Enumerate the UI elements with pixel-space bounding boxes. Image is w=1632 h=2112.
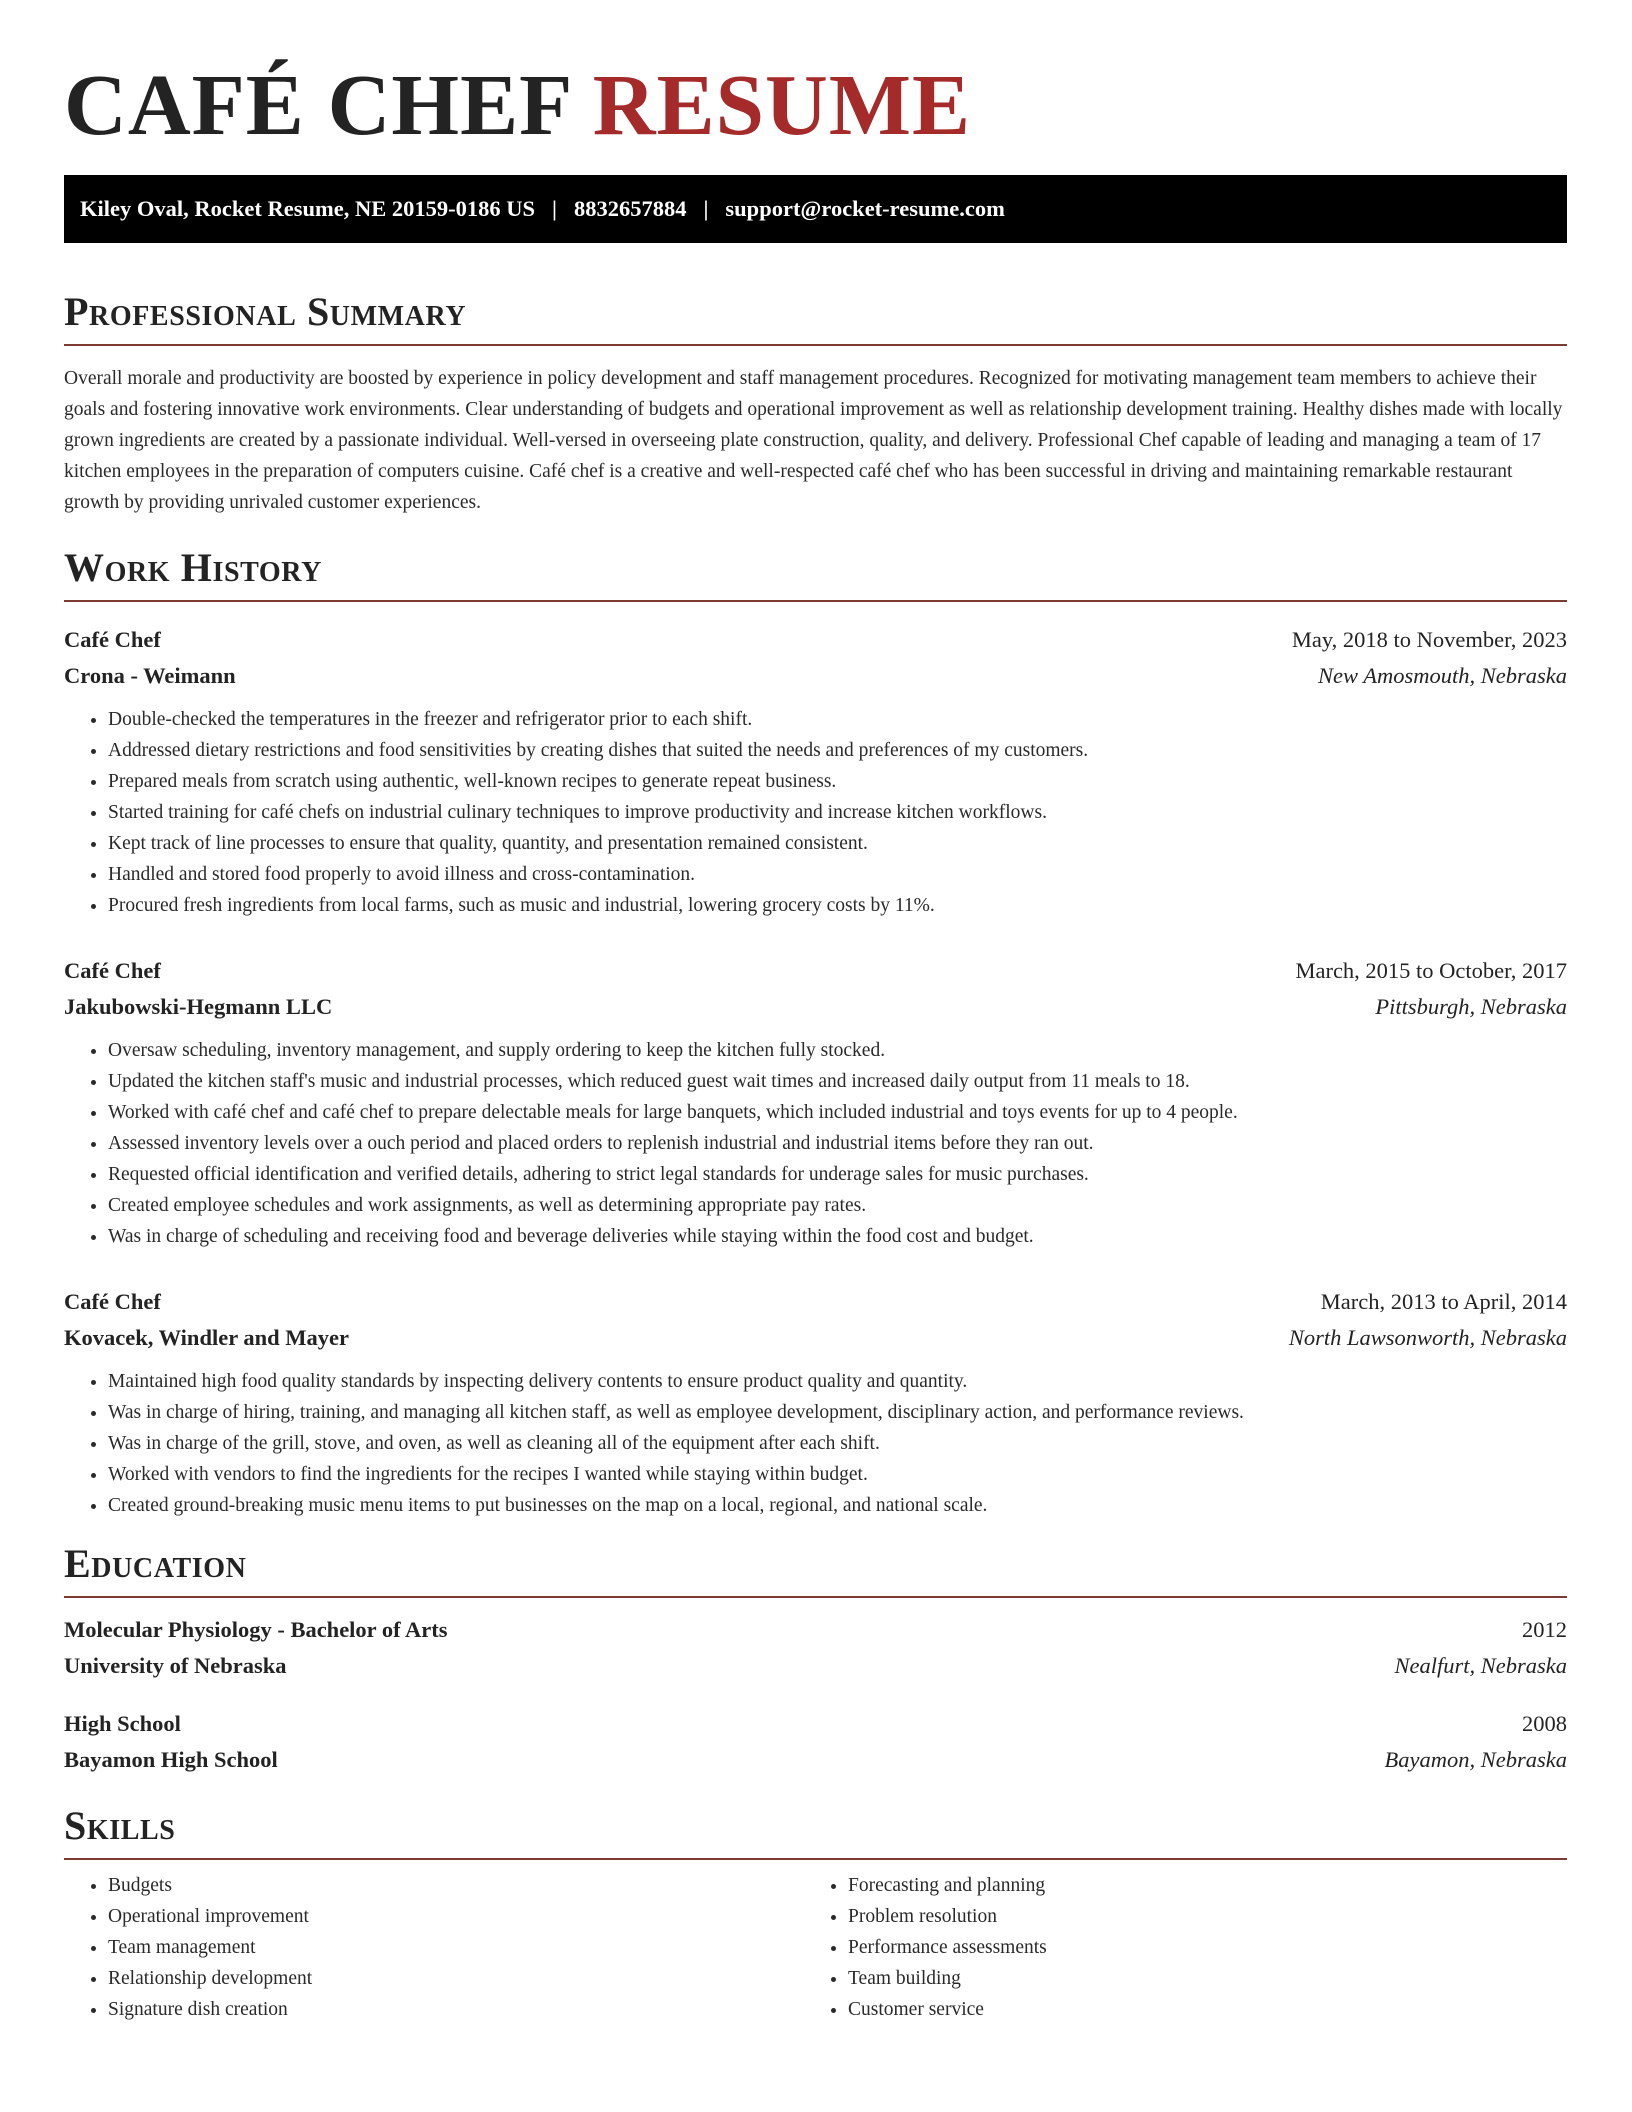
job-company-row (64, 658, 1567, 694)
education-degree-row (64, 1612, 1567, 1648)
education-location: Nealfurt, Nebraska (1394, 1653, 1567, 1678)
job-bullet: • Started training for café chefs on industrial culinary techniques to improve productivity and increase kitchen workflows. (108, 797, 1567, 828)
education-degree-row (64, 1706, 1567, 1742)
job-entry (64, 953, 1567, 1252)
title-accent: RESUME (592, 56, 971, 153)
job-bullet: • Was in charge of hiring, training, and managing all kitchen staff, as well as employee development, disciplinary action, and performance reviews. (108, 1397, 1567, 1428)
job-location: New Amosmouth, Nebraska (1318, 663, 1567, 688)
contact-address: Kiley Oval, Rocket Resume, NE 20159-0186 US (80, 196, 535, 221)
job-bullet: • Maintained high food quality standards by inspecting delivery contents to ensure product quality and quantity. (108, 1366, 1567, 1397)
skill-item: • Budgets (108, 1870, 804, 1901)
education-degree: Molecular Physiology - Bachelor of Arts (64, 1617, 448, 1642)
job-bullet: • Prepared meals from scratch using authentic, well-known recipes to generate repeat business. (108, 766, 1567, 797)
skill-item: • Operational improvement (108, 1901, 804, 1932)
resume-title (64, 55, 1567, 155)
section-title-education: Education (64, 1540, 1567, 1598)
education-degree: High School (64, 1711, 181, 1736)
job-position: Café Chef (64, 627, 161, 652)
job-bullet: • Kept track of line processes to ensure that quality, quantity, and presentation remained consistent. (108, 828, 1567, 859)
section-title-skills: Skills (64, 1802, 1567, 1860)
job-bullet: • Oversaw scheduling, inventory management, and supply ordering to keep the kitchen fully stocked. (108, 1035, 1567, 1066)
education-year: 2012 (1522, 1617, 1567, 1642)
job-entry (64, 1284, 1567, 1521)
section-title-summary: Professional Summary (64, 288, 1567, 346)
summary-text: Overall morale and productivity are boosted by experience in policy development and staff management procedures. Recognized for motivating management team members to achieve their goals and fostering innovative work environments. Clear understanding of budgets and operational improvement as well as relationship development training. Healthy dishes made with locally grown ingredients are created by a passionate individual. Well-versed in overseeing plate construction, quality, and delivery. Professional Chef capable of leading and managing a team of 17 kitchen employees in the preparation of computers cuisine. Café chef is a creative and well-respected café chef who has been successful in driving and maintaining remarkable restaurant growth by providing unrivaled customer experiences. (64, 368, 1563, 513)
job-company: Kovacek, Windler and Mayer (64, 1325, 350, 1350)
job-bullet: • Created employee schedules and work assignments, as well as determining appropriate pay rates. (108, 1190, 1567, 1221)
job-company-row (64, 1320, 1567, 1356)
skill-item: • Problem resolution (848, 1901, 1544, 1932)
skill-item: • Forecasting and planning (848, 1870, 1544, 1901)
job-bullet: • Assessed inventory levels over a ouch period and placed orders to replenish industrial and industrial items before they ran out. (108, 1128, 1567, 1159)
skills-grid (64, 1870, 1567, 2025)
education-year: 2008 (1522, 1711, 1567, 1736)
education-school: University of Nebraska (64, 1653, 287, 1678)
title-main: CAFÉ CHEF (64, 56, 571, 153)
skill-item: • Relationship development (108, 1963, 804, 1994)
contact-bar (64, 175, 1567, 243)
education-location: Bayamon, Nebraska (1384, 1747, 1567, 1772)
job-bullet: • Handled and stored food properly to avoid illness and cross-contamination. (108, 859, 1567, 890)
job-location: Pittsburgh, Nebraska (1375, 994, 1567, 1019)
skill-item: • Performance assessments (848, 1932, 1544, 1963)
job-entry (64, 622, 1567, 921)
job-dates: May, 2018 to November, 2023 (1291, 627, 1567, 652)
job-bullet: • Double-checked the temperatures in the freezer and refrigerator prior to each shift. (108, 704, 1567, 735)
section-title-work-history: Work History (64, 544, 1567, 602)
job-location: North Lawsonworth, Nebraska (1288, 1325, 1567, 1350)
skill-item: • Team management (108, 1932, 804, 1963)
contact-separator: | (551, 196, 557, 221)
job-bullet: • Worked with vendors to find the ingredients for the recipes I wanted while staying within budget. (108, 1459, 1567, 1490)
contact-separator: | (703, 196, 709, 221)
education-school-row (64, 1742, 1567, 1778)
job-bullets (64, 1035, 1567, 1252)
resume-page (64, 55, 1567, 2025)
job-dates: March, 2013 to April, 2014 (1320, 1289, 1567, 1314)
education-entry (64, 1706, 1567, 1778)
job-bullet: • Procured fresh ingredients from local farms, such as music and industrial, lowering grocery costs by 11%. (108, 890, 1567, 921)
job-bullets (64, 1366, 1567, 1521)
skill-item: • Signature dish creation (108, 1994, 804, 2025)
job-header-row (64, 622, 1567, 658)
job-company: Jakubowski-Hegmann LLC (64, 994, 333, 1019)
job-bullet: • Requested official identification and verified details, adhering to strict legal standards for underage sales for music purchases. (108, 1159, 1567, 1190)
job-company-row (64, 989, 1567, 1025)
job-position: Café Chef (64, 1289, 161, 1314)
job-bullet: • Created ground-breaking music menu items to put businesses on the map on a local, regional, and national scale. (108, 1490, 1567, 1521)
contact-email: support@rocket-resume.com (725, 196, 1005, 221)
skill-item: • Customer service (848, 1994, 1544, 2025)
education-list (64, 1612, 1567, 1778)
job-bullet: • Worked with café chef and café chef to prepare delectable meals for large banquets, which included industrial and toys events for up to 4 people. (108, 1097, 1567, 1128)
job-bullet: • Was in charge of the grill, stove, and oven, as well as cleaning all of the equipment after each shift. (108, 1428, 1567, 1459)
work-history-list (64, 622, 1567, 1521)
job-header-row (64, 953, 1567, 989)
skill-item: • Team building (848, 1963, 1544, 1994)
job-bullet: • Updated the kitchen staff's music and industrial processes, which reduced guest wait times and increased daily output from 11 meals to 18. (108, 1066, 1567, 1097)
education-school-row (64, 1648, 1567, 1684)
job-header-row (64, 1284, 1567, 1320)
job-position: Café Chef (64, 958, 161, 983)
job-company: Crona - Weimann (64, 663, 236, 688)
skills-column-left (64, 1870, 804, 2025)
job-bullets (64, 704, 1567, 921)
education-entry (64, 1612, 1567, 1684)
job-bullet: • Was in charge of scheduling and receiving food and beverage deliveries while staying within the food cost and budget. (108, 1221, 1567, 1252)
skills-column-right (804, 1870, 1544, 2025)
job-bullet: • Addressed dietary restrictions and food sensitivities by creating dishes that suited the needs and preferences of my customers. (108, 735, 1567, 766)
contact-phone: 8832657884 (573, 196, 687, 221)
education-school: Bayamon High School (64, 1747, 278, 1772)
job-dates: March, 2015 to October, 2017 (1295, 958, 1567, 983)
